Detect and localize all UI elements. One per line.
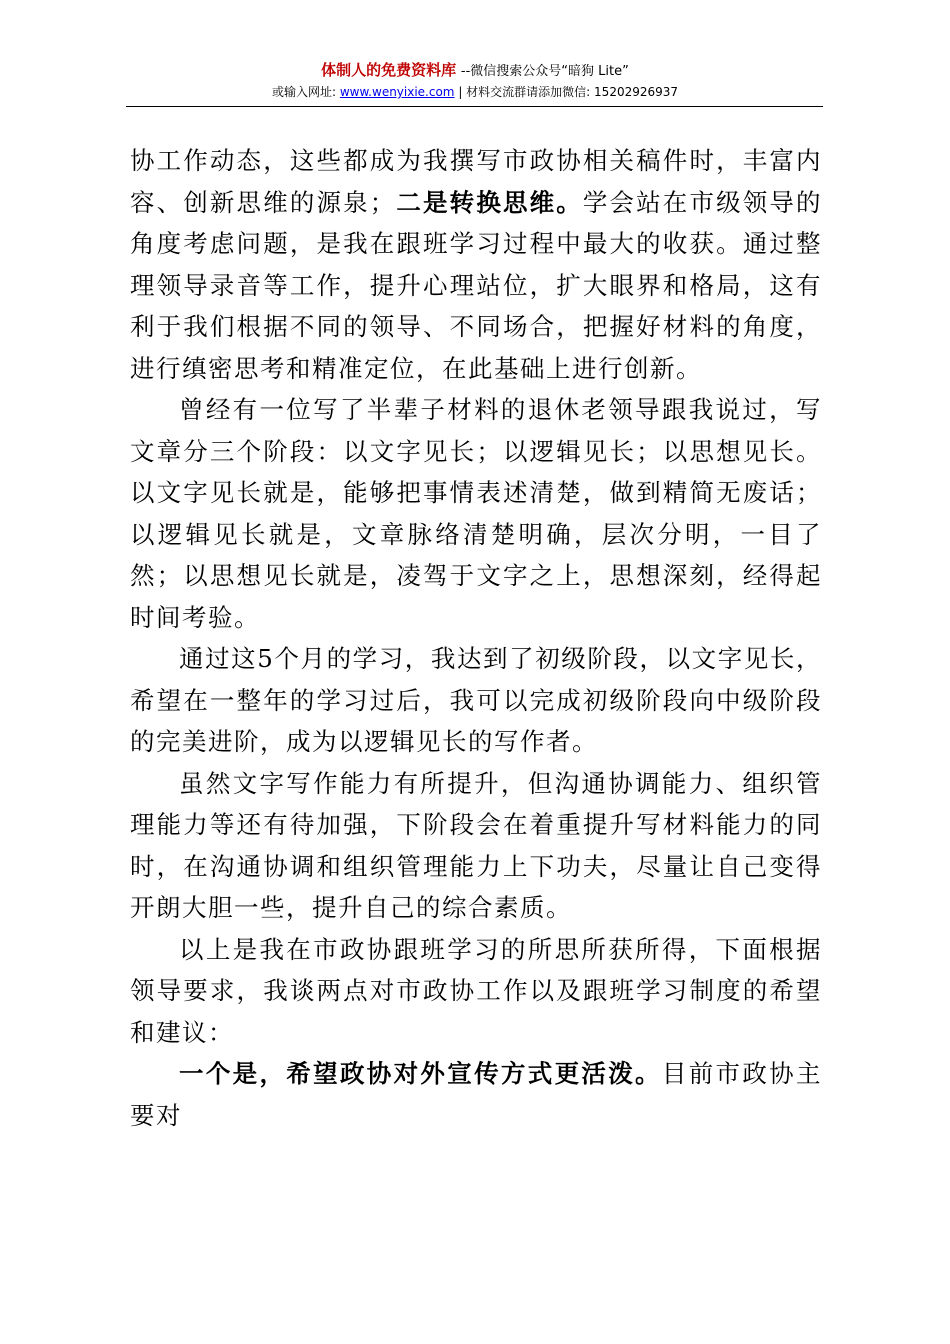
paragraph-1-text-a: 协工作动态，这些都成为我撰写市政协相关稿件时，丰富内容、创新思维的源泉；: [130, 146, 822, 217]
paragraph-1-text-b: 学会站在市级领导的角度考虑问题，是我在跟班学习过程中最大的收获。通过整理领导录音等工作，提升心理站位，扩大眼界和格局，这有利于我们根据不同的领导、不同场合，把握好材料的角度，进行缜密思考和精准定位，在此基础上进行创新。: [130, 187, 823, 383]
header-banner: [0, 60, 950, 82]
header-contact: | 材料交流群请添加微信: 15202926937: [458, 85, 679, 99]
header-divider: [126, 106, 823, 107]
paragraph-3: 通过这5个月的学习，我达到了初级阶段，以文字见长，希望在一整年的学习过后，我可以完成初级阶段向中级阶段的完美进阶，成为以逻辑见长的写作者。: [130, 644, 822, 756]
header-subtitle: --微信搜索公众号“暗狗 Lite”: [460, 64, 629, 79]
paragraph-5: 以上是我在市政协跟班学习的所思所获所得，下面根据领导要求，我谈两点对市政协工作以及跟班学习制度的希望和建议：: [130, 934, 822, 1047]
paragraph-1-bold: 二是转换思维。: [395, 187, 583, 217]
paragraph-6: [130, 1053, 822, 1136]
header-url-prefix: 或输入网址:: [271, 85, 337, 99]
paragraph-6-bold: 一个是，希望政协对外宣传方式更活泼。: [179, 1059, 662, 1088]
paragraph-2: 曾经有一位写了半辈子材料的退休老领导跟我说过，写文章分三个阶段：以文字见长；以逻辑见长；以思想见长。以文字见长就是，能够把事情表述清楚，做到精简无废话；以逻辑见长就是，文章脉络清楚明确，层次分明，一目了然；以思想见长就是，凌驾于文字之上，思想深刻，经得起时间考验。: [130, 395, 822, 632]
header-title: 体制人的免费资料库: [321, 61, 457, 79]
paragraph-1: [130, 140, 822, 389]
paragraph-6-text: 目前市政协主要对: [130, 1059, 823, 1130]
page-header: [0, 60, 950, 100]
document-body: [130, 140, 822, 1136]
website-link[interactable]: www.wenyixie.com: [339, 85, 455, 99]
header-contact-line: [0, 84, 950, 100]
paragraph-4: 虽然文字写作能力有所提升，但沟通协调能力、组织管理能力等还有待加强，下阶段会在着重提升写材料能力的同时，在沟通协调和组织管理能力上下功夫，尽量让自己变得开朗大胆一些，提升自己的综合素质。: [130, 768, 822, 922]
